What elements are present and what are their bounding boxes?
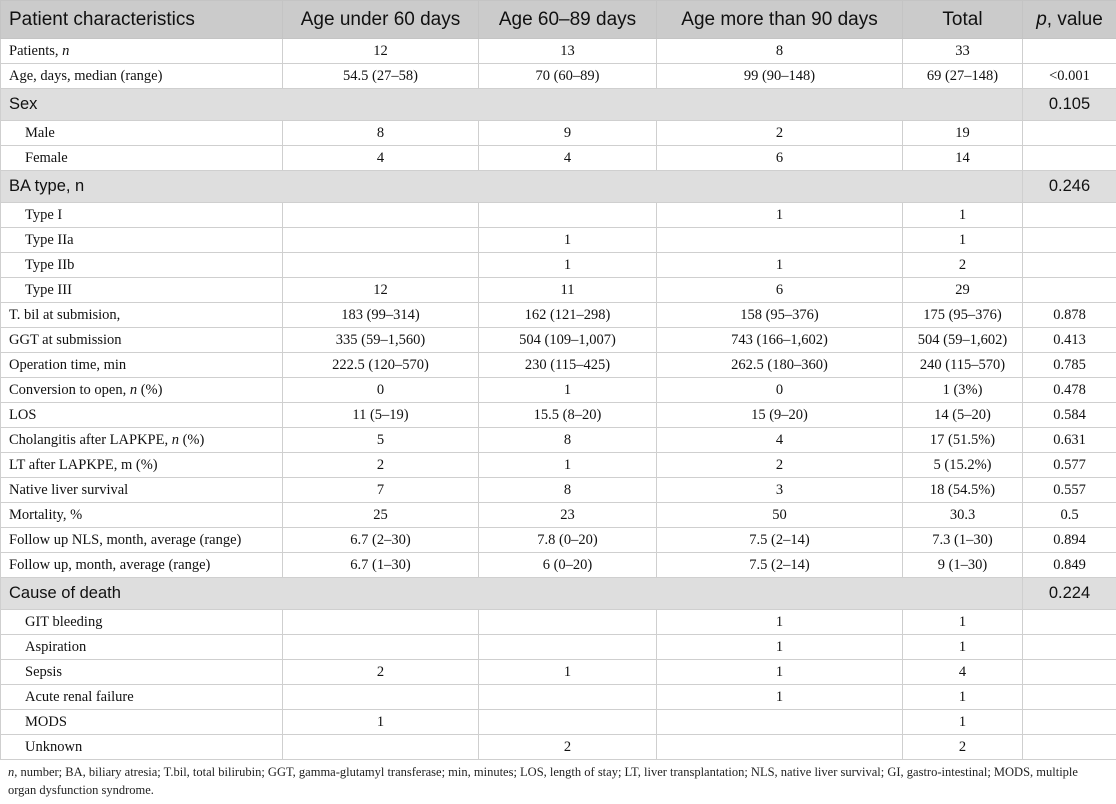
- cell-under60: 0: [283, 378, 479, 403]
- cell-total: 69 (27–148): [903, 64, 1023, 89]
- row-label: Follow up NLS, month, average (range): [1, 528, 283, 553]
- row-label: Female: [1, 146, 283, 171]
- row-label: Cholangitis after LAPKPE, n (%): [1, 428, 283, 453]
- cell-60-89: 23: [479, 503, 657, 528]
- cell-total: 29: [903, 278, 1023, 303]
- cell-over90: 6: [657, 146, 903, 171]
- row-label: MODS: [1, 710, 283, 735]
- cell-p: 0.894: [1023, 528, 1116, 553]
- table-row: [1, 553, 1116, 578]
- header-age-over-90: Age more than 90 days: [657, 1, 903, 39]
- row-label: Follow up, month, average (range): [1, 553, 283, 578]
- cell-under60: [283, 253, 479, 278]
- cell-total: 4: [903, 660, 1023, 685]
- cell-60-89: 230 (115–425): [479, 353, 657, 378]
- cell-60-89: [479, 710, 657, 735]
- table-row: [1, 528, 1116, 553]
- cell-60-89: 1: [479, 253, 657, 278]
- table-row: [1, 228, 1116, 253]
- cell-60-89: [479, 203, 657, 228]
- cell-p: [1023, 635, 1116, 660]
- cell-under60: [283, 203, 479, 228]
- row-label: Type IIa: [1, 228, 283, 253]
- cell-60-89: 8: [479, 478, 657, 503]
- cell-60-89: 15.5 (8–20): [479, 403, 657, 428]
- cell-p: [1023, 203, 1116, 228]
- cell-over90: 1: [657, 660, 903, 685]
- cell-p: [1023, 710, 1116, 735]
- table-row: [1, 378, 1116, 403]
- cell-over90: 99 (90–148): [657, 64, 903, 89]
- cell-p: 0.413: [1023, 328, 1116, 353]
- table-row: [1, 203, 1116, 228]
- cell-over90: 2: [657, 453, 903, 478]
- cell-over90: 7.5 (2–14): [657, 528, 903, 553]
- row-label: GIT bleeding: [1, 610, 283, 635]
- footnote-text: , number; BA, biliary atresia; T.bil, total bilirubin; GGT, gamma-glutamyl transferase; min, minutes; LOS, length of stay; LT, liver transplantation; NLS, native liver survival; GI, gastro-intestinal; MODS, multiple organ dysfunction syndrome.: [8, 765, 1078, 797]
- cell-p: [1023, 121, 1116, 146]
- cell-p: [1023, 278, 1116, 303]
- cell-total: 2: [903, 735, 1023, 760]
- row-label: Operation time, min: [1, 353, 283, 378]
- cell-p: [1023, 685, 1116, 710]
- table-row: [1, 685, 1116, 710]
- header-age-60-89: Age 60–89 days: [479, 1, 657, 39]
- row-label: Type IIb: [1, 253, 283, 278]
- cell-under60: 4: [283, 146, 479, 171]
- cell-60-89: [479, 610, 657, 635]
- row-label: Type III: [1, 278, 283, 303]
- header-p-rest: , value: [1046, 8, 1103, 30]
- cell-total: 1: [903, 610, 1023, 635]
- cell-60-89: [479, 685, 657, 710]
- table-row: [1, 503, 1116, 528]
- cell-over90: 15 (9–20): [657, 403, 903, 428]
- cell-over90: 1: [657, 685, 903, 710]
- row-label: Conversion to open, n (%): [1, 378, 283, 403]
- header-age-under-60: Age under 60 days: [283, 1, 479, 39]
- cell-under60: 12: [283, 39, 479, 64]
- cell-under60: 335 (59–1,560): [283, 328, 479, 353]
- cell-total: 18 (54.5%): [903, 478, 1023, 503]
- table-row: [1, 121, 1116, 146]
- cell-under60: 222.5 (120–570): [283, 353, 479, 378]
- cell-under60: [283, 685, 479, 710]
- cell-60-89: 7.8 (0–20): [479, 528, 657, 553]
- cell-p: 0.849: [1023, 553, 1116, 578]
- table-row: [1, 253, 1116, 278]
- cell-total: 240 (115–570): [903, 353, 1023, 378]
- table-row: [1, 146, 1116, 171]
- cell-60-89: [479, 635, 657, 660]
- cell-p: 0.577: [1023, 453, 1116, 478]
- cell-under60: 7: [283, 478, 479, 503]
- cell-p: 0.631: [1023, 428, 1116, 453]
- header-p-italic: p: [1036, 8, 1047, 30]
- cell-over90: 1: [657, 635, 903, 660]
- cell-under60: 8: [283, 121, 479, 146]
- table-row: [1, 478, 1116, 503]
- cell-total: 5 (15.2%): [903, 453, 1023, 478]
- row-label: T. bil at submision,: [1, 303, 283, 328]
- row-label: LOS: [1, 403, 283, 428]
- section-title: BA type, n: [1, 171, 1023, 203]
- cell-p: [1023, 228, 1116, 253]
- cell-60-89: 1: [479, 453, 657, 478]
- cell-over90: 3: [657, 478, 903, 503]
- cell-under60: 12: [283, 278, 479, 303]
- cell-over90: 7.5 (2–14): [657, 553, 903, 578]
- cell-under60: 11 (5–19): [283, 403, 479, 428]
- row-label: Male: [1, 121, 283, 146]
- section-title: Cause of death: [1, 578, 1023, 610]
- row-label: Acute renal failure: [1, 685, 283, 710]
- cell-total: 504 (59–1,602): [903, 328, 1023, 353]
- row-label: Age, days, median (range): [1, 64, 283, 89]
- cell-over90: 2: [657, 121, 903, 146]
- cell-over90: 1: [657, 610, 903, 635]
- cell-over90: 743 (166–1,602): [657, 328, 903, 353]
- cell-p: [1023, 39, 1116, 64]
- cell-under60: 183 (99–314): [283, 303, 479, 328]
- cell-under60: 5: [283, 428, 479, 453]
- cell-over90: 1: [657, 253, 903, 278]
- row-label: GGT at submission: [1, 328, 283, 353]
- cell-60-89: 11: [479, 278, 657, 303]
- cell-under60: 2: [283, 660, 479, 685]
- table-footnote: [8, 763, 1108, 799]
- cell-p: 0.557: [1023, 478, 1116, 503]
- table-row: [1, 710, 1116, 735]
- cell-p: [1023, 146, 1116, 171]
- cell-total: 1: [903, 203, 1023, 228]
- cell-under60: [283, 610, 479, 635]
- cell-over90: 8: [657, 39, 903, 64]
- section-cause-of-death: [1, 578, 1116, 610]
- table-row: [1, 353, 1116, 378]
- cell-p: 0.785: [1023, 353, 1116, 378]
- cell-60-89: 6 (0–20): [479, 553, 657, 578]
- table-row: [1, 735, 1116, 760]
- cell-over90: 262.5 (180–360): [657, 353, 903, 378]
- cell-over90: [657, 735, 903, 760]
- cell-p: [1023, 610, 1116, 635]
- section-ba-type: [1, 171, 1116, 203]
- cell-p: 0.5: [1023, 503, 1116, 528]
- cell-total: 2: [903, 253, 1023, 278]
- table-row: [1, 39, 1116, 64]
- cell-total: 19: [903, 121, 1023, 146]
- row-label: Type I: [1, 203, 283, 228]
- header-row: [1, 1, 1116, 39]
- cell-60-89: 4: [479, 146, 657, 171]
- cell-total: 17 (51.5%): [903, 428, 1023, 453]
- cell-total: 1: [903, 635, 1023, 660]
- row-label: Mortality, %: [1, 503, 283, 528]
- cell-under60: [283, 228, 479, 253]
- table-row: [1, 428, 1116, 453]
- cell-under60: [283, 635, 479, 660]
- cell-over90: 0: [657, 378, 903, 403]
- cell-over90: 158 (95–376): [657, 303, 903, 328]
- cell-p: [1023, 660, 1116, 685]
- cell-60-89: 70 (60–89): [479, 64, 657, 89]
- cell-over90: [657, 710, 903, 735]
- cell-total: 1 (3%): [903, 378, 1023, 403]
- cell-p: 0.478: [1023, 378, 1116, 403]
- cell-total: 1: [903, 228, 1023, 253]
- section-sex: [1, 89, 1116, 121]
- section-p: 0.224: [1023, 578, 1116, 610]
- cell-60-89: 162 (121–298): [479, 303, 657, 328]
- cell-under60: 6.7 (2–30): [283, 528, 479, 553]
- row-label: Sepsis: [1, 660, 283, 685]
- cell-under60: [283, 735, 479, 760]
- cell-60-89: 13: [479, 39, 657, 64]
- row-label: Native liver survival: [1, 478, 283, 503]
- cell-p: [1023, 253, 1116, 278]
- cell-60-89: 1: [479, 660, 657, 685]
- cell-60-89: 1: [479, 378, 657, 403]
- table-row: [1, 278, 1116, 303]
- cell-total: 14 (5–20): [903, 403, 1023, 428]
- cell-over90: [657, 228, 903, 253]
- cell-total: 14: [903, 146, 1023, 171]
- header-characteristics: Patient characteristics: [1, 1, 283, 39]
- cell-under60: 25: [283, 503, 479, 528]
- cell-p: [1023, 735, 1116, 760]
- table-row: [1, 403, 1116, 428]
- cell-60-89: 9: [479, 121, 657, 146]
- cell-under60: 1: [283, 710, 479, 735]
- cell-over90: 6: [657, 278, 903, 303]
- table-row: [1, 610, 1116, 635]
- cell-over90: 50: [657, 503, 903, 528]
- table-row: [1, 328, 1116, 353]
- cell-under60: 2: [283, 453, 479, 478]
- row-label: Unknown: [1, 735, 283, 760]
- table-row: [1, 453, 1116, 478]
- header-total: Total: [903, 1, 1023, 39]
- cell-over90: 1: [657, 203, 903, 228]
- footnote-italic: n: [8, 765, 15, 779]
- section-p: 0.105: [1023, 89, 1116, 121]
- cell-60-89: 8: [479, 428, 657, 453]
- table-row: [1, 303, 1116, 328]
- row-label: Patients, n: [1, 39, 283, 64]
- table-row: [1, 635, 1116, 660]
- row-label: Aspiration: [1, 635, 283, 660]
- cell-total: 1: [903, 685, 1023, 710]
- row-label: LT after LAPKPE, m (%): [1, 453, 283, 478]
- section-title: Sex: [1, 89, 1023, 121]
- cell-60-89: 1: [479, 228, 657, 253]
- table-row: [1, 660, 1116, 685]
- cell-p: 0.584: [1023, 403, 1116, 428]
- cell-total: 7.3 (1–30): [903, 528, 1023, 553]
- cell-60-89: 504 (109–1,007): [479, 328, 657, 353]
- cell-total: 175 (95–376): [903, 303, 1023, 328]
- table-row: [1, 64, 1116, 89]
- cell-p: <0.001: [1023, 64, 1116, 89]
- cell-total: 33: [903, 39, 1023, 64]
- cell-total: 1: [903, 710, 1023, 735]
- cell-under60: 54.5 (27–58): [283, 64, 479, 89]
- header-p-value: [1023, 1, 1116, 39]
- cell-under60: 6.7 (1–30): [283, 553, 479, 578]
- cell-60-89: 2: [479, 735, 657, 760]
- cell-p: 0.878: [1023, 303, 1116, 328]
- cell-total: 30.3: [903, 503, 1023, 528]
- cell-total: 9 (1–30): [903, 553, 1023, 578]
- cell-over90: 4: [657, 428, 903, 453]
- section-p: 0.246: [1023, 171, 1116, 203]
